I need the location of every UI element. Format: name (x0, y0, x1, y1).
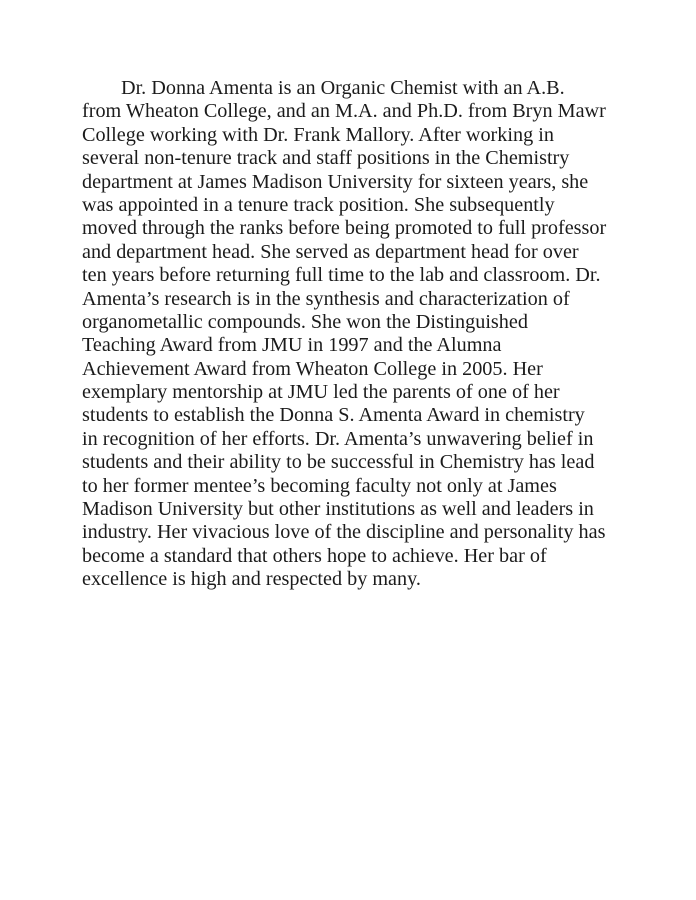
paragraph-line: Amenta’s research is in the synthesis and characterization of (82, 287, 570, 310)
biography-paragraph (82, 77, 642, 592)
paragraph-line: organometallic compounds. She won the Distinguished (82, 310, 528, 333)
paragraph-line: students to establish the Donna S. Amenta Award in chemistry (82, 404, 585, 427)
paragraph-line: Dr. Donna Amenta is an Organic Chemist with an A.B. (121, 77, 565, 99)
paragraph-line: and department head. She served as department head for over (82, 240, 579, 263)
paragraph-line: become a standard that others hope to achieve. Her bar of (82, 544, 547, 567)
paragraph-line: to her former mentee’s becoming faculty not only at James (82, 474, 557, 497)
paragraph-line: was appointed in a tenure track position. She subsequently (82, 193, 555, 216)
paragraph-line: several non-tenure track and staff positions in the Chemistry (82, 147, 570, 170)
paragraph-line: moved through the ranks before being promoted to full professor (82, 217, 607, 240)
paragraph-line: department at James Madison University for sixteen years, she (82, 170, 589, 193)
paragraph-line: in recognition of her efforts. Dr. Amenta’s unwavering belief in (82, 427, 594, 450)
paragraph-line: exemplary mentorship at JMU led the parents of one of her (82, 381, 560, 404)
paragraph-line: excellence is high and respected by many. (82, 568, 421, 591)
paragraph-line: Achievement Award from Wheaton College in 2005. Her (82, 357, 543, 380)
paragraph-line: from Wheaton College, and an M.A. and Ph.D. from Bryn Mawr (82, 100, 606, 123)
paragraph-line: industry. Her vivacious love of the discipline and personality has (82, 521, 606, 544)
paragraph-line: students and their ability to be successful in Chemistry has lead (82, 451, 595, 474)
paragraph-line: College working with Dr. Frank Mallory. After working in (82, 123, 554, 146)
paragraph-line: Teaching Award from JMU in 1997 and the Alumna (82, 334, 502, 357)
paragraph-line: ten years before returning full time to the lab and classroom. Dr. (82, 264, 601, 287)
paragraph-line: Madison University but other institutions as well and leaders in (82, 498, 594, 521)
